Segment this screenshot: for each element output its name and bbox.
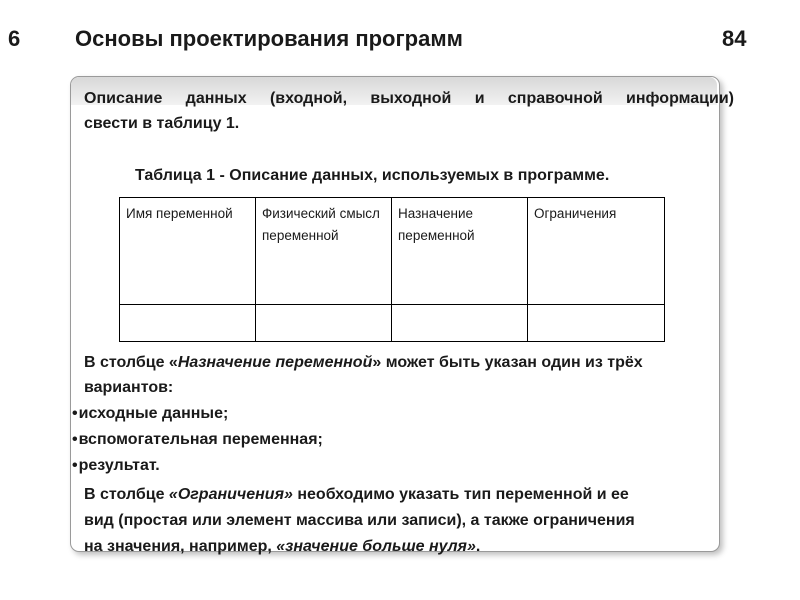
data-description-table [119, 197, 665, 342]
intro-line-2: свести в таблицу 1. [84, 115, 240, 132]
table-cell [120, 305, 256, 342]
column-header-constraints: Ограничения [528, 198, 665, 305]
variants-paragraph [84, 350, 734, 400]
constraints-example: «значение больше нуля» [276, 538, 476, 555]
page-title: Основы проектирования программ [75, 26, 463, 51]
constraints-line1-prefix: В столбце [84, 486, 169, 503]
constraints-line3-suffix: . [475, 538, 481, 555]
option-text: вспомогательная переменная; [78, 431, 323, 448]
column-header-variable-name: Имя переменной [120, 198, 256, 305]
constraints-column-name: «Ограничения» [168, 486, 293, 503]
intro-paragraph [84, 86, 734, 136]
table-caption: Таблица 1 - Описание данных, используемых в программе. [135, 167, 610, 184]
bullet-marker: • [72, 431, 78, 448]
constraints-line3-prefix: на значения, например, [84, 538, 277, 555]
constraints-paragraph [84, 482, 734, 560]
table-row [120, 305, 665, 342]
option-text: результат. [78, 457, 160, 474]
list-item [72, 453, 323, 479]
table-cell [256, 305, 392, 342]
column-header-physical-meaning: Физический смысл переменной [256, 198, 392, 305]
bullet-marker: • [72, 457, 78, 474]
table-header-row [120, 198, 665, 305]
table-cell [528, 305, 665, 342]
constraints-line1-suffix: необходимо указать тип переменной и ее [292, 486, 629, 503]
intro-line-1: Описание данных (входной, выходной и справочной информации) [84, 90, 734, 107]
page-number: 84 [722, 26, 747, 51]
bullet-marker: • [72, 405, 78, 422]
constraints-line-1 [84, 482, 734, 508]
constraints-line-3 [84, 534, 734, 560]
option-text: исходные данные; [78, 405, 229, 422]
list-item [72, 401, 323, 427]
page-header [0, 24, 800, 56]
column-header-purpose: Назначение переменной [392, 198, 528, 305]
table-cell [392, 305, 528, 342]
variants-column-name: Назначение переменной [177, 354, 373, 371]
variants-prefix: В столбце « [84, 354, 178, 371]
list-item [72, 427, 323, 453]
variants-suffix: » может быть указан один из трёх вариантов: [84, 354, 643, 396]
constraints-line-2: вид (простая или элемент массива или записи), а также ограничения [84, 512, 635, 529]
options-list [72, 401, 323, 479]
chapter-number: 6 [8, 26, 21, 51]
